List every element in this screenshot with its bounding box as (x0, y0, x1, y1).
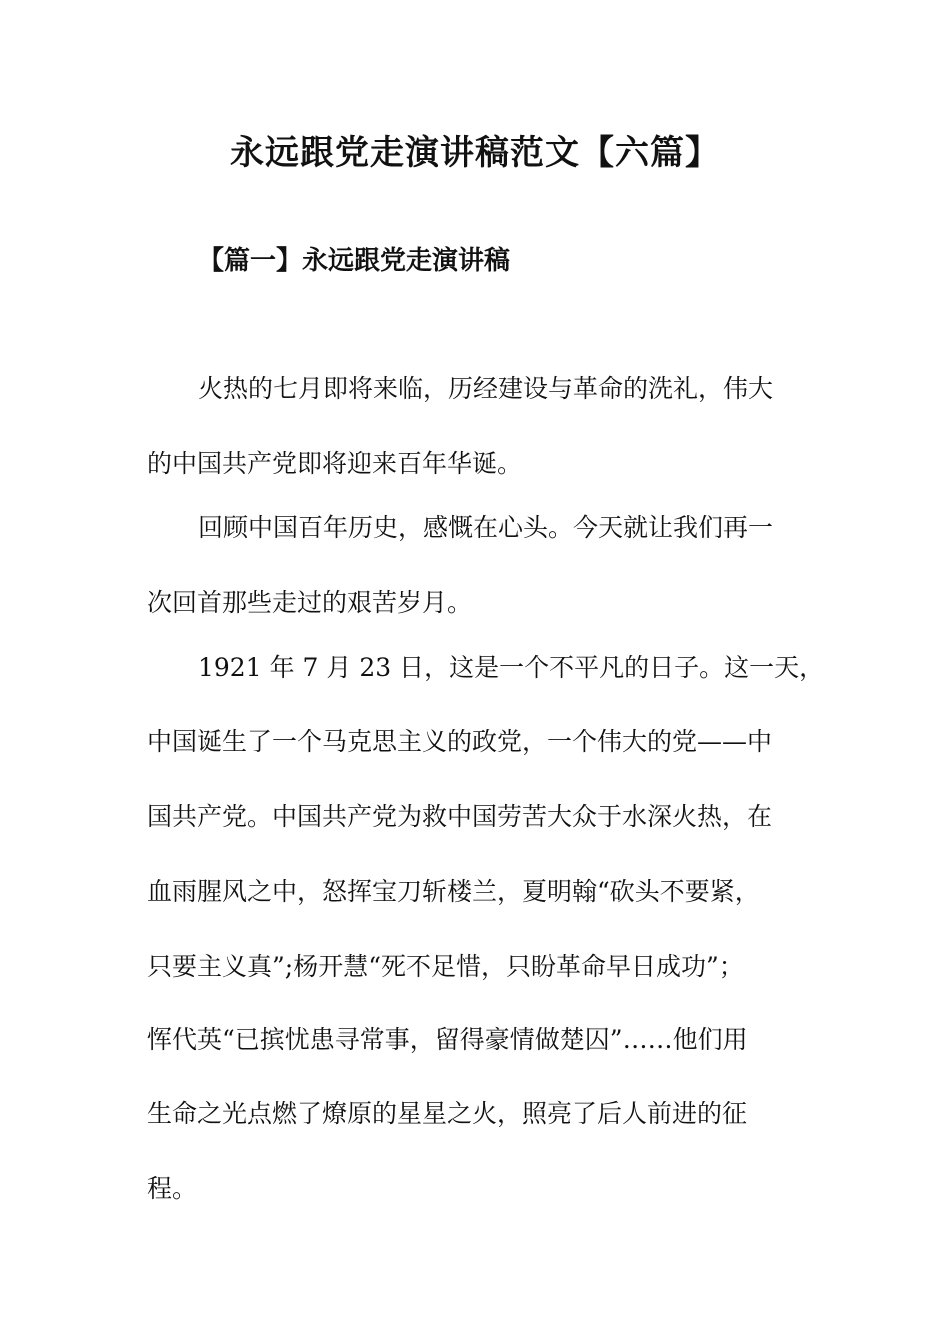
paragraph-line: 回顾中国百年历史，感慨在心头。今天就让我们再一 (198, 513, 774, 542)
paragraph-line: 生命之光点燃了燎原的星星之火，照亮了后人前进的征 (147, 1099, 748, 1128)
paragraph-line: 程。 (147, 1174, 198, 1203)
paragraph-line: 血雨腥风之中，怒挥宝刀斩楼兰，夏明翰“砍头不要紧， (147, 877, 760, 906)
paragraph-line: 国共产党。中国共产党为救中国劳苦大众于水深火热，在 (147, 802, 773, 831)
section-heading: 【篇一】永远跟党走演讲稿 (198, 246, 511, 276)
paragraph-line: 恽代英“已摈忧患寻常事，留得豪情做楚囚”……他们用 (147, 1025, 748, 1054)
paragraph-line: 次回首那些走过的艰苦岁月。 (147, 588, 473, 617)
paragraph-line: 只要主义真”;杨开慧“死不足惜，只盼革命早日成功”； (147, 952, 744, 981)
document-title: 永远跟党走演讲稿范文【六篇】 (230, 133, 720, 173)
paragraph-line: 中国诞生了一个马克思主义的政党，一个伟大的党——中 (147, 727, 773, 756)
paragraph-line: 的中国共产党即将迎来百年华诞。 (147, 449, 523, 478)
paragraph-line: 1921 年 7 月 23 日，这是一个不平凡的日子。这一天， (198, 653, 825, 682)
paragraph-line: 火热的七月即将来临，历经建设与革命的洗礼，伟大 (198, 374, 774, 403)
